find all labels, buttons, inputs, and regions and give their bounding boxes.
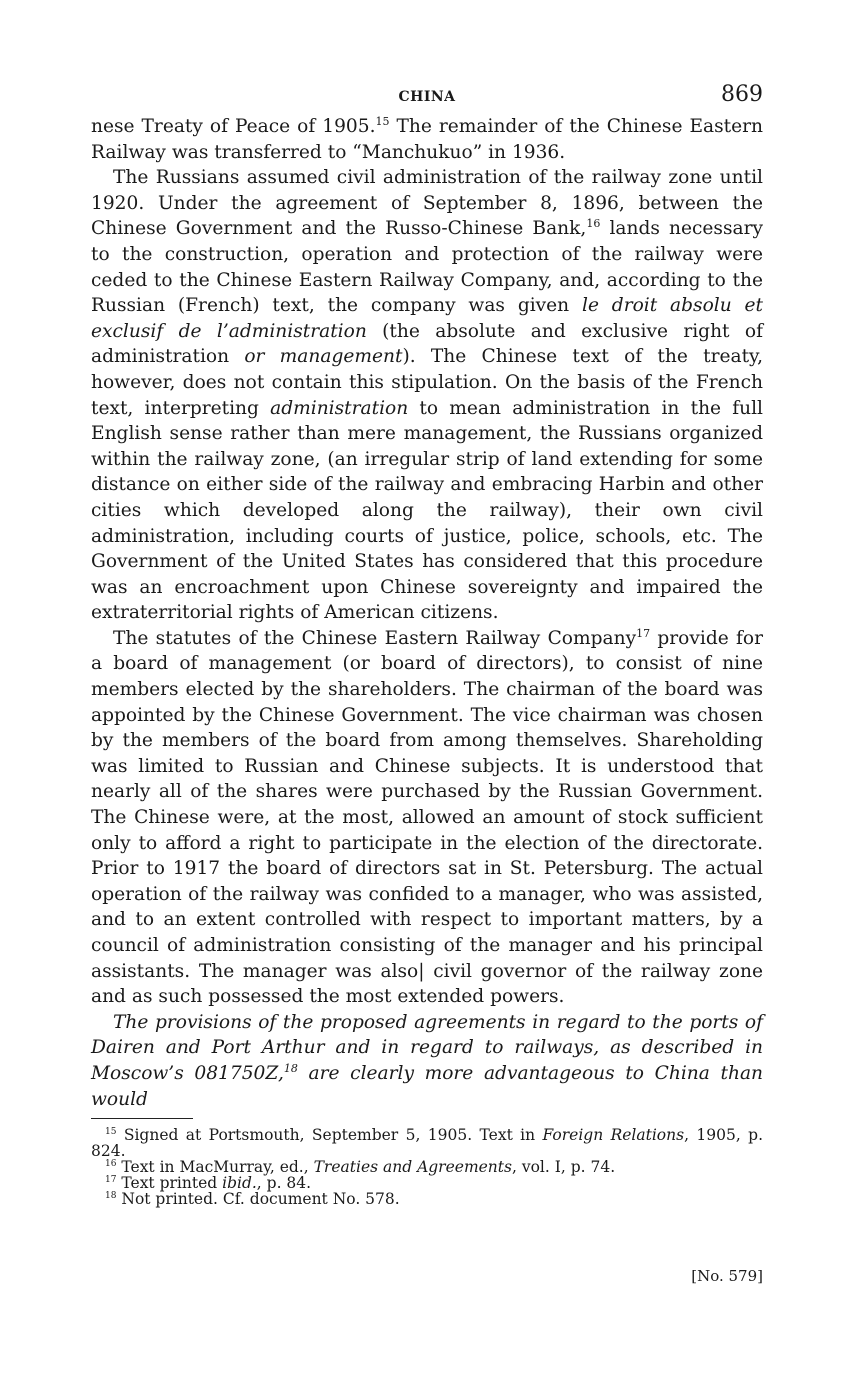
- footnote-divider: [91, 1118, 193, 1119]
- italic-run: administration: [270, 397, 409, 419]
- page-number: 869: [721, 82, 763, 107]
- italic-run: ibid.: [222, 1174, 257, 1193]
- running-head: CHINA: [398, 89, 456, 105]
- text-run: are clearly more advantageous to China than would: [91, 1062, 763, 1110]
- footnote-number: 15: [105, 1127, 117, 1137]
- footnotes: [91, 1127, 763, 1207]
- text-run: Text in MacMurray, ed.,: [116, 1158, 314, 1177]
- text-run: , vol. I, p. 74.: [511, 1158, 616, 1177]
- italic-run: or management: [244, 346, 403, 368]
- page-header: [91, 82, 763, 114]
- text-run: The Russians assumed civil administration of the railway zone until 1920. Under the agreement of September 8, 1896, between the Chinese Government and the Russo-Chinese Bank,: [91, 167, 763, 240]
- text-run: Signed at Portsmouth, September 5, 1905. Text in: [116, 1126, 543, 1145]
- text-run: Text printed: [116, 1174, 223, 1193]
- text-run: The remainder of the Chinese Eastern Railway was transferred to “Manchukuo” in 1936.: [91, 116, 763, 163]
- text-run: , p. 84.: [256, 1174, 312, 1193]
- document-number: [No. 579]: [691, 1267, 763, 1285]
- text-run: The provisions of the proposed agreements in regard to the ports of Dairen and Port Arthur and in regard to railways, as described in Moscow’s 081750Z,: [91, 1011, 763, 1084]
- text-run: provide for a board of management (or board of directors), to consist of nine members elected by the shareholders. The chairman of the board was appointed by the Chinese Government. The vice chairman was chosen by the members of the board from among themselves. Shareholding was limited to Russian and Chinese subjects. It is understood that nearly all of the shares were purchased by the Russian Government. The Chinese were, at the most, allowed an amount of stock sufficient only to afford a right to participate in the election of the directorate. Prior to 1917 the board of directors sat in St. Petersburg. The actual operation of the railway was confided to a manager, who was assisted, and to an extent controlled with respect to important matters, by a council of administration consisting of the manager and his principal assistants. The manager was also| civil governor of the railway zone and as such possessed the most extended powers.: [91, 627, 763, 1008]
- paragraph-4: [91, 1010, 763, 1112]
- text-run: (the absolute and exclusive right of administration: [91, 320, 763, 368]
- italic-run: Treaties and Agreements: [313, 1158, 512, 1177]
- body-text: [91, 114, 763, 1112]
- text-run: nese Treaty of Peace of 1905.: [91, 116, 376, 137]
- italic-run: Foreign Relations: [542, 1126, 685, 1145]
- text-run: The statutes of the Chinese Eastern Railway Company: [113, 627, 637, 649]
- footnote-ref-15: 15: [375, 114, 390, 128]
- footnote-ref-18: 18: [283, 1061, 298, 1075]
- text-run: Not printed. Cf. document No. 578.: [116, 1190, 400, 1209]
- text-run: to mean administration in the full English sense rather than mere management, the Russians organized within the railway zone, (an irregular strip of land extending for some distance on either side of the railway and embracing Harbin and other cities which developed along the railway), their own civil administration, including courts of justice, police, schools, etc. The Government of the United States has considered that this procedure was an encroachment upon Chinese sovereignty and impaired the extraterritorial rights of American citizens.: [91, 397, 764, 624]
- footnote-18: [91, 1191, 763, 1207]
- paragraph-1: [91, 114, 763, 165]
- text-run: ). The Chinese text of the treaty, however, does not contain this stipulation. On the basis of the French text, interpreting: [91, 346, 763, 419]
- paragraph-3: [91, 626, 763, 1010]
- text-run: , 1905, p. 824.: [91, 1126, 763, 1161]
- footnote-number: 18: [105, 1191, 117, 1201]
- footnote-number: 17: [105, 1175, 117, 1185]
- page: [91, 82, 764, 1285]
- italic-run: le droit absolu et exclusif de l’administration: [91, 295, 763, 342]
- text-run: lands necessary to the construction, operation and protection of the railway were ceded to the Chinese Eastern Railway Company, and, according to the Russian (French) text, the company was given: [91, 218, 763, 317]
- footnote-number: 16: [105, 1159, 117, 1169]
- footnote-ref-16: 16: [586, 217, 601, 231]
- footnote-16: [91, 1159, 763, 1175]
- footnote-15: [91, 1127, 763, 1159]
- paragraph-2: [91, 165, 763, 626]
- footnote-ref-17: 17: [636, 626, 651, 640]
- footnote-17: [91, 1175, 763, 1191]
